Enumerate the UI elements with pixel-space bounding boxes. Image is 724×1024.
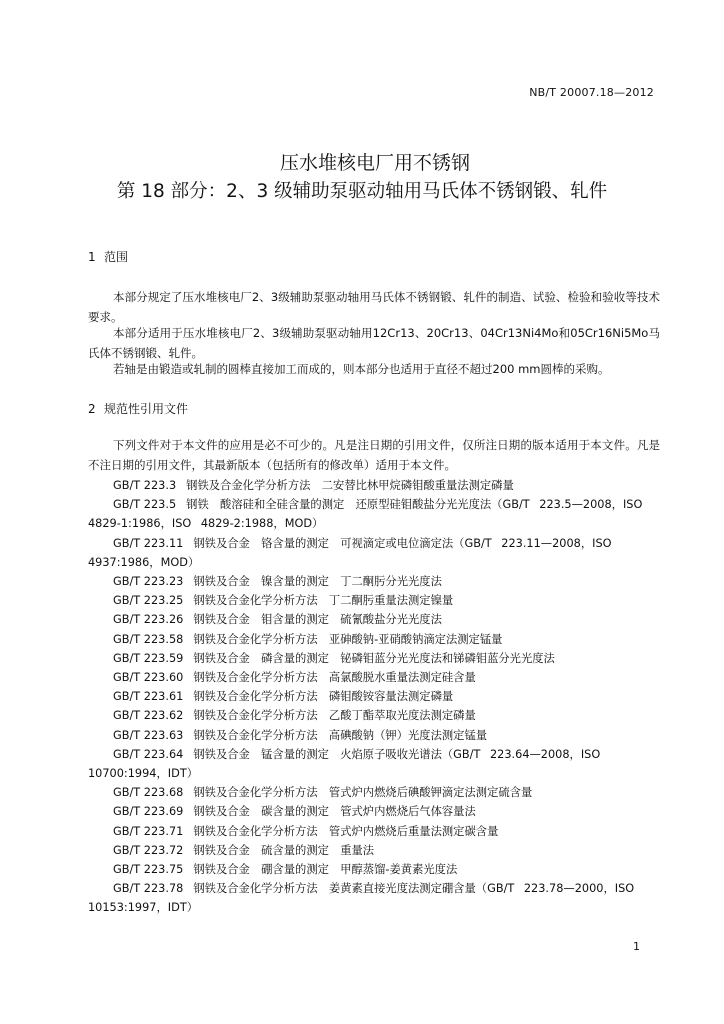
reference-code: GB/T 223.69 [113, 805, 184, 819]
reference-title: 钢铁及合金化学分析方法 磷钼酸铵容量法测定磷量 [193, 690, 454, 704]
reference-code: GB/T 223.63 [113, 728, 184, 742]
reference-code: GB/T 223.75 [113, 863, 184, 877]
reference-code: GB/T 223.58 [113, 632, 184, 646]
reference-item [88, 860, 660, 879]
reference-item [88, 841, 660, 860]
reference-code: GB/T 223.11 [113, 536, 184, 550]
reference-code: GB/T 223.59 [113, 651, 184, 665]
reference-item [88, 706, 660, 725]
title-part: 第 18 部分：2、3 级辅助泵驱动轴用马氏体不锈钢锻、轧件 [116, 181, 608, 202]
reference-title: 钢铁及合金化学分析方法 二安替比林甲烷磷钼酸重量法测定磷量 [186, 479, 514, 492]
reference-item [88, 591, 660, 610]
section-title: 范围 [104, 250, 129, 264]
reference-item [88, 572, 660, 591]
reference-title: 钢铁及合金化学分析方法 高氯酸脱水重量法测定硅含量 [193, 671, 476, 685]
reference-title: 钢铁及合金 硼含量的测定 甲醇蒸馏-姜黄素光度法 [193, 863, 458, 877]
reference-item [88, 783, 660, 802]
reference-item [88, 879, 660, 917]
reference-item [88, 534, 660, 572]
section-1-heading [88, 248, 128, 265]
reference-title: 钢铁及合金 锰含量的测定 火焰原子吸收光谱法（GB/T 223.64—2008，ISO 10700:1994，IDT） [88, 747, 601, 781]
section-number: 1 [88, 250, 96, 264]
reference-code: GB/T 223.26 [113, 613, 184, 627]
reference-list [88, 476, 660, 918]
reference-code: GB/T 223.71 [113, 824, 184, 838]
reference-title: 钢铁及合金化学分析方法 乙酸丁酯萃取光度法测定磷量 [193, 709, 476, 723]
reference-code: GB/T 223.25 [113, 594, 184, 608]
reference-title: 钢铁及合金化学分析方法 管式炉内燃烧后重量法测定碳含量 [193, 824, 499, 838]
reference-code: GB/T 223.23 [113, 575, 184, 589]
reference-title: 钢铁及合金化学分析方法 姜黄素直接光度法测定硼含量（GB/T 223.78—2000，ISO 10153:1997，IDT） [88, 882, 635, 915]
reference-item [88, 649, 660, 668]
reference-item [88, 822, 660, 841]
title-main: 压水堆核电厂用不锈钢 [279, 152, 470, 174]
reference-title: 钢铁 酸溶硅和全硅含量的测定 还原型硅钼酸盐分光光度法（GB/T 223.5—2008，ISO 4829-1:1986，ISO 4829-2:1988，MOD） [88, 498, 643, 531]
page-number: 1 [633, 940, 640, 953]
document-title [0, 150, 724, 207]
section-title: 规范性引用文件 [104, 402, 189, 416]
reference-item [88, 610, 660, 629]
standard-number: NB/T 20007.18—2012 [529, 86, 654, 99]
reference-title: 钢铁及合金 钼含量的测定 硫氰酸盐分光光度法 [193, 613, 442, 627]
reference-code: GB/T 223.60 [113, 671, 184, 685]
scope-paragraph: 本部分规定了压水堆核电厂2、3级辅助泵驱动轴用马氏体不锈钢锻、轧件的制造、试验、检验和验收等技术要求。 [88, 290, 660, 324]
scope-paragraph: 若轴是由锻造或轧制的圆棒直接加工而成的，则本部分也适用于直径不超过200 mm圆棒的采购。 [113, 362, 610, 376]
reference-title: 钢铁及合金 铬含量的测定 可视滴定或电位滴定法（GB/T 223.11—2008，ISO 4937:1986，MOD） [88, 536, 612, 569]
reference-code: GB/T 223.72 [113, 843, 184, 857]
reference-item [88, 745, 660, 783]
reference-title: 钢铁及合金 镍含量的测定 丁二酮肟分光光度法 [193, 575, 442, 589]
reference-item [88, 726, 660, 745]
reference-item [88, 687, 660, 706]
reference-code: GB/T 223.64 [113, 747, 184, 761]
reference-item [88, 495, 660, 533]
reference-title: 钢铁及合金 硫含量的测定 重量法 [193, 843, 375, 857]
reference-item [88, 802, 660, 821]
reference-code: GB/T 223.5 [113, 498, 177, 512]
references-intro: 下列文件对于本文件的应用是必不可少的。凡是注日期的引用文件，仅所注日期的版本适用于本文件。凡是不注日期的引用文件，其最新版本（包括所有的修改单）适用于本文件。 [88, 438, 660, 472]
reference-code: GB/T 223.3 [113, 479, 177, 492]
reference-code: GB/T 223.62 [113, 709, 184, 723]
reference-title: 钢铁及合金 磷含量的测定 铋磷钼蓝分光光度法和锑磷钼蓝分光光度法 [193, 651, 555, 665]
reference-title: 钢铁及合金化学分析方法 丁二酮肟重量法测定镍量 [193, 594, 454, 608]
section-number: 2 [88, 402, 96, 416]
reference-item [88, 668, 660, 687]
reference-item [88, 476, 660, 495]
scope-paragraph: 本部分适用于压水堆核电厂2、3级辅助泵驱动轴用12Cr13、20Cr13、04Cr13Ni4Mo和05Cr16Ni5Mo马氏体不锈钢锻、轧件。 [88, 326, 660, 360]
reference-item [88, 630, 660, 649]
reference-title: 钢铁及合金 碳含量的测定 管式炉内燃烧后气体容量法 [193, 805, 476, 819]
reference-title: 钢铁及合金化学分析方法 高碘酸钠（钾）光度法测定锰量 [193, 728, 488, 742]
reference-code: GB/T 223.61 [113, 690, 184, 704]
reference-title: 钢铁及合金化学分析方法 亚砷酸钠-亚硝酸钠滴定法测定锰量 [193, 632, 503, 646]
reference-code: GB/T 223.78 [113, 882, 184, 896]
section-2-heading [88, 400, 188, 417]
reference-code: GB/T 223.68 [113, 786, 184, 800]
reference-title: 钢铁及合金化学分析方法 管式炉内燃烧后碘酸钾滴定法测定硫含量 [193, 786, 533, 800]
